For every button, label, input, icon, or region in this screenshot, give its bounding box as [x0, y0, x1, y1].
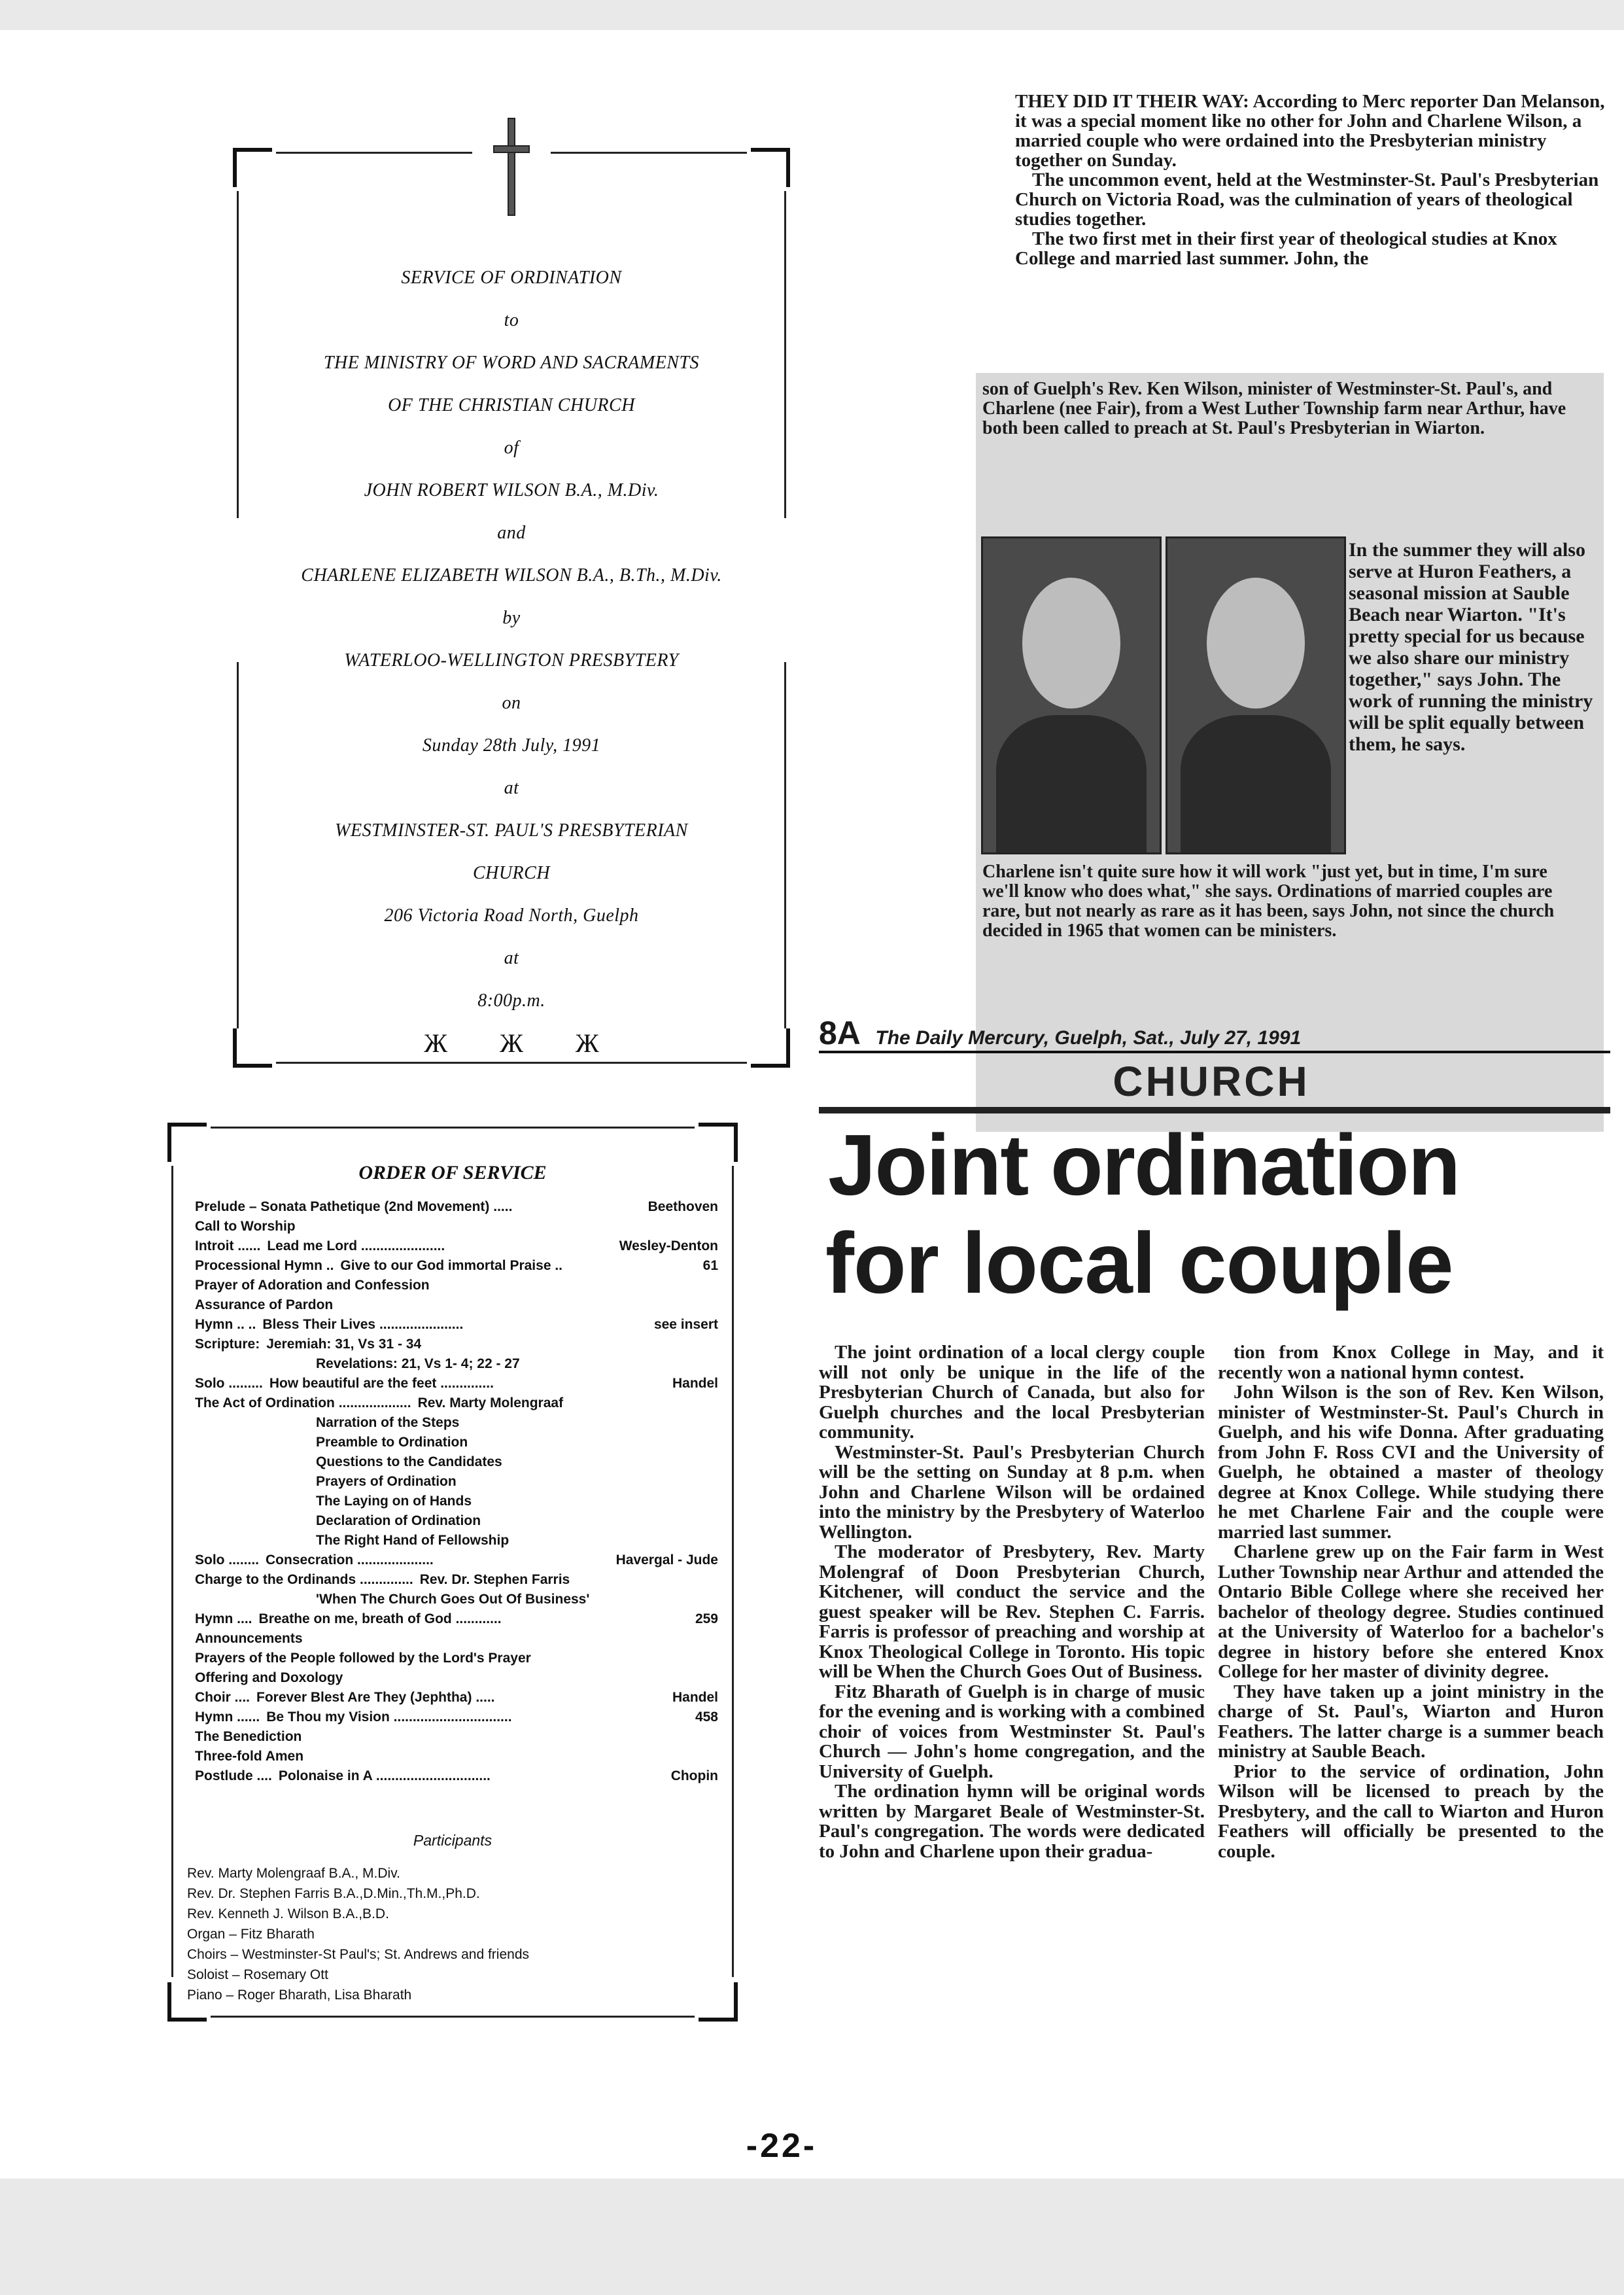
- service-item-text: How beautiful are the feet ..............: [269, 1376, 494, 1391]
- service-item-attribution: [713, 1393, 718, 1413]
- article-paragraph: Prior to the service of ordination, John Wilson will be licensed to preach by the Presbytery, and the call to Wiarton and Huron Feathers will officially be presented to the couple.: [1218, 1761, 1604, 1862]
- corner-ornament: [699, 1123, 738, 1162]
- service-item: [195, 1570, 718, 1590]
- order-title: ORDER OF SERVICE: [358, 1162, 547, 1183]
- service-item: [195, 1747, 718, 1766]
- service-item-text: [343, 1668, 713, 1688]
- participant: Rev. Dr. Stephen Farris B.A.,D.Min.,Th.M.,Ph.D.: [187, 1886, 480, 1901]
- service-item-label: Call to Worship: [195, 1219, 296, 1234]
- service-item-text: The Right Hand of Fellowship: [316, 1533, 510, 1548]
- card-line: OF THE CHRISTIAN CHURCH: [388, 395, 635, 415]
- service-item: [195, 1727, 718, 1747]
- service-item-label: Hymn .. ..: [195, 1317, 256, 1332]
- service-item-text: Polonaise in A ..............................: [278, 1768, 491, 1783]
- card-line: of: [504, 438, 519, 458]
- service-item: [195, 1688, 718, 1708]
- article-column: [819, 1342, 1205, 1861]
- photo-john: [1166, 536, 1346, 854]
- article-paragraph: Charlene grew up on the Fair farm in West Luther Township near Arthur and attended the Ontario Bible College where she received her bachelor of theology degree. Studies continued at the University of Waterloo for a bachelor's degree in history before she entered Knox College for her master of divinity degree.: [1218, 1541, 1604, 1682]
- card-line: 206 Victoria Road North, Guelph: [384, 905, 639, 926]
- service-item-text: 'When The Church Goes Out Of Business': [316, 1592, 590, 1607]
- scan-top-band: [0, 0, 1624, 30]
- caption-clipping: [1015, 92, 1610, 268]
- service-item-attribution: [713, 1511, 718, 1531]
- participant: Piano – Roger Bharath, Lisa Bharath: [187, 1988, 412, 2003]
- card-line: Sunday 28th July, 1991: [422, 735, 601, 756]
- service-item-label: Introit ......: [195, 1238, 261, 1253]
- card-line: WATERLOO-WELLINGTON PRESBYTERY: [344, 650, 679, 671]
- service-item: [195, 1335, 718, 1354]
- service-item: [195, 1531, 718, 1550]
- service-item-attribution: [713, 1727, 718, 1747]
- service-item-text: Rev. Marty Molengraaf: [417, 1395, 564, 1410]
- service-item-attribution: [713, 1354, 718, 1374]
- service-item: [195, 1766, 718, 1786]
- service-item-text: Preamble to Ordination: [316, 1435, 468, 1450]
- service-item-attribution: [713, 1452, 718, 1472]
- service-item-text: [296, 1217, 713, 1236]
- service-item-attribution: [713, 1747, 718, 1766]
- service-item-text: [302, 1727, 713, 1747]
- caption-paragraph: The two first met in their first year of theological studies at Knox College and married last summer. John, the: [1015, 228, 1557, 269]
- article-paragraph: The moderator of Presbytery, Rev. Marty Molengraf of Doon Presbyterian Church, Kitchener, will conduct the service and the guest speaker will be Rev. Stephen C. Farris. Farris is professor of preaching and worship at Knox Theological College in Toronto. His topic will be When the Church Goes Out of Business.: [819, 1541, 1205, 1682]
- service-item-attribution: [713, 1276, 718, 1295]
- service-item-attribution: [713, 1649, 718, 1668]
- service-item-label: Three-fold Amen: [195, 1749, 304, 1764]
- service-item-text: Lead me Lord ......................: [267, 1238, 445, 1253]
- service-item-attribution: [713, 1472, 718, 1492]
- article-paragraph: John Wilson is the son of Rev. Ken Wilson, minister of Westminster-St. Paul's Church in Guelph, and his wife Donna. After graduating from John F. Ross CVI and the University of Guelph, he obtained a master of theology degree at Knox College. While studying there he met Charlene Fair and the couple were married last summer.: [1218, 1382, 1604, 1543]
- border-rule: [551, 152, 747, 154]
- service-item-text: [333, 1295, 713, 1315]
- service-item-attribution: Handel: [672, 1376, 718, 1391]
- scan-bottom-band: [0, 2179, 1624, 2295]
- service-item-text: Be Thou my Vision ...............................: [266, 1709, 512, 1725]
- service-item: [195, 1217, 718, 1236]
- service-item-label: The Benediction: [195, 1729, 302, 1744]
- service-item-attribution: 61: [702, 1258, 718, 1273]
- card-line: by: [502, 608, 521, 628]
- service-item: [195, 1315, 718, 1335]
- service-item-text: Rev. Dr. Stephen Farris: [419, 1572, 570, 1587]
- service-item-attribution: [713, 1217, 718, 1236]
- participant: Rev. Marty Molengraaf B.A., M.Div.: [187, 1866, 400, 1881]
- service-item: [195, 1609, 718, 1629]
- service-item-text: Consecration ....................: [266, 1552, 434, 1568]
- folio-dateline: The Daily Mercury, Guelph, Sat., July 27, 1991: [875, 1027, 1302, 1049]
- fleuron-ornament: ЖЖЖ: [424, 1028, 651, 1058]
- service-item-attribution: Chopin: [670, 1768, 718, 1783]
- service-item: [195, 1197, 718, 1217]
- service-item-label: Postlude ....: [195, 1768, 272, 1783]
- card-line: CHARLENE ELIZABETH WILSON B.A., B.Th., M.Div.: [301, 565, 722, 586]
- service-item-text: Forever Blest Are They (Jephtha) .....: [256, 1690, 495, 1705]
- border-rule: [211, 1127, 695, 1129]
- service-item-label: The Act of Ordination ...................: [195, 1395, 411, 1410]
- service-item-label: Prayers of the People followed by the Lord's Prayer: [195, 1651, 531, 1666]
- service-item-text: [303, 1747, 713, 1766]
- card-line: and: [497, 523, 526, 543]
- border-rule: [171, 1166, 173, 1977]
- service-item: [195, 1452, 718, 1472]
- service-item-attribution: 259: [695, 1611, 718, 1626]
- service-item-attribution: [713, 1492, 718, 1511]
- clipping-text: Charlene isn't quite sure how it will work "just yet, but in time, I'm sure we'll know who does what," she says. Ordinations of married couples are rare, but not nearly as rare as it has been, says John, not since the church decided in 1965 that women can be ministers.: [982, 862, 1555, 941]
- service-item-text: Revelations: 21, Vs 1- 4; 22 - 27: [316, 1356, 520, 1371]
- article-paragraph: Westminster-St. Paul's Presbyterian Church will be the setting on Sunday at 8 p.m. when John and Charlene Wilson will be ordained into the ministry by the Presbytery of Waterloo Wellington.: [819, 1441, 1205, 1543]
- service-item-attribution: [713, 1335, 718, 1354]
- service-item-attribution: [713, 1413, 718, 1433]
- corner-ornament: [233, 148, 272, 187]
- service-item-label: Assurance of Pardon: [195, 1297, 334, 1312]
- card-text: [237, 256, 786, 1064]
- newspaper-clipping: [819, 92, 1614, 2107]
- service-item-label: Charge to the Ordinands ..............: [195, 1572, 413, 1587]
- participant: Organ – Fitz Bharath: [187, 1927, 315, 1942]
- ordination-card: [237, 152, 786, 1064]
- service-item: [195, 1492, 718, 1511]
- card-line: WESTMINSTER-ST. PAUL'S PRESBYTERIAN: [335, 820, 688, 841]
- service-item-label: Solo ........: [195, 1552, 260, 1568]
- card-line: at: [504, 778, 519, 798]
- service-items: [195, 1197, 718, 1786]
- service-item: [195, 1256, 718, 1276]
- cross-icon: [493, 118, 530, 216]
- participant: Rev. Kenneth J. Wilson B.A.,B.D.: [187, 1906, 389, 1921]
- service-item-attribution: [713, 1629, 718, 1649]
- service-item-attribution: [713, 1590, 718, 1609]
- service-item-label: Offering and Doxology: [195, 1670, 343, 1685]
- service-item: [195, 1590, 718, 1609]
- section-header: CHURCH: [1113, 1058, 1310, 1105]
- article-paragraph: The ordination hymn will be original words written by Margaret Beale of Westminster-St. Paul's congregation. The words were dedicated to John and Charlene upon their gradua-: [819, 1781, 1205, 1862]
- service-item-attribution: [713, 1295, 718, 1315]
- service-item-label: Prayer of Adoration and Confession: [195, 1278, 430, 1293]
- caption-paragraph: The uncommon event, held at the Westminster-St. Paul's Presbyterian Church on Victoria Road, was the culmination of years of theological studies together.: [1015, 169, 1599, 230]
- service-item-label: Hymn ....: [195, 1611, 252, 1626]
- card-line: to: [504, 310, 519, 330]
- card-line: 8:00p.m.: [477, 990, 545, 1011]
- service-item: [195, 1276, 718, 1295]
- article-paragraph: tion from Knox College in May, and it recently won a national hymn contest.: [1218, 1342, 1604, 1383]
- service-item: [195, 1433, 718, 1452]
- card-line: on: [502, 693, 521, 713]
- folio-page: 8A: [819, 1015, 861, 1051]
- card-line: SERVICE OF ORDINATION: [401, 268, 622, 288]
- headline: [819, 1116, 1614, 1312]
- headline-line: Joint ordination: [828, 1117, 1460, 1213]
- service-item: [195, 1472, 718, 1492]
- service-item: [195, 1668, 718, 1688]
- service-item: [195, 1629, 718, 1649]
- service-item-text: [512, 1197, 642, 1217]
- service-item-attribution: [713, 1433, 718, 1452]
- service-item-attribution: see insert: [653, 1317, 718, 1332]
- service-item-label: Announcements: [195, 1631, 303, 1646]
- service-item-label: Prelude – Sonata Pathetique (2nd Movement) .....: [195, 1199, 513, 1214]
- service-item-label: Scripture:: [195, 1337, 260, 1352]
- border-rule: [276, 152, 472, 154]
- participants-list: [187, 1863, 723, 2005]
- service-item-attribution: Handel: [672, 1690, 718, 1705]
- article-paragraph: The joint ordination of a local clergy couple will not only be unique in the life of the Presbyterian Church of Canada, but also for Guelph churches and the local Presbyterian community.: [819, 1342, 1205, 1443]
- participant: Soloist – Rosemary Ott: [187, 1967, 328, 1982]
- service-item-text: [430, 1276, 713, 1295]
- service-item: [195, 1708, 718, 1727]
- service-item: [195, 1354, 718, 1374]
- photo-charlene: [981, 536, 1162, 854]
- service-item-attribution: Wesley-Denton: [619, 1238, 718, 1253]
- service-item-label: Solo .........: [195, 1376, 263, 1391]
- service-item-text: Bless Their Lives ......................: [262, 1317, 464, 1332]
- service-item-attribution: [713, 1531, 718, 1550]
- service-item-text: Breathe on me, breath of God ............: [258, 1611, 502, 1626]
- service-item-text: Jeremiah: 31, Vs 31 - 34: [266, 1337, 422, 1352]
- service-item: [195, 1393, 718, 1413]
- corner-ornament: [167, 1123, 207, 1162]
- participants-title: Participants: [413, 1832, 492, 1849]
- service-item-text: Prayers of Ordination: [316, 1474, 457, 1489]
- page-number: -22-: [746, 2127, 818, 2165]
- service-item-attribution: [713, 1570, 718, 1590]
- service-item-text: The Laying on of Hands: [316, 1494, 472, 1509]
- card-line: JOHN ROBERT WILSON B.A., M.Div.: [364, 480, 659, 500]
- service-item-text: Give to our God immortal Praise ..: [340, 1258, 563, 1273]
- border-rule: [211, 2016, 695, 2018]
- clipping-text: son of Guelph's Rev. Ken Wilson, minister of Westminster-St. Paul's, and Charlene (nee Fair), from a West Luther Township farm near Arthur, have both been called to preach at St. Paul's Presbyterian in Wiarton.: [982, 379, 1566, 438]
- service-item: [195, 1236, 718, 1256]
- caption-paragraph: THEY DID IT THEIR WAY: According to Merc reporter Dan Melanson, it was a special moment like no other for John and Charlene Wilson, a married couple who were ordained into the Presbyterian ministry together on Sunday.: [1015, 91, 1605, 171]
- service-item-label: Hymn ......: [195, 1709, 260, 1725]
- newspaper-folio: [819, 1014, 1610, 1053]
- article-paragraph: They have taken up a joint ministry in the charge of St. Paul's, Wiarton and Huron Feathers. The latter charge is a summer beach ministry at Sauble Beach.: [1218, 1681, 1604, 1762]
- service-item: [195, 1649, 718, 1668]
- corner-ornament: [751, 148, 790, 187]
- service-item-attribution: 458: [695, 1709, 718, 1725]
- service-item: [195, 1550, 718, 1570]
- card-line: THE MINISTRY OF WORD AND SACRAMENTS: [323, 353, 700, 373]
- border-rule: [732, 1166, 734, 1977]
- service-item-text: [531, 1649, 713, 1668]
- service-item: [195, 1413, 718, 1433]
- clipping-text: In the summer they will also serve at Huron Feathers, a seasonal mission at Sauble Beach near Wiarton. "It's pretty special for us because we also share our ministry together," says John. The work of running the ministry will be split equally between them, he says.: [1349, 539, 1593, 755]
- article-paragraph: Fitz Bharath of Guelph is in charge of music for the evening and is working with a combined choir of voices from Westminster St. Paul's Church — John's home congregation, and the University of Guelph.: [819, 1681, 1205, 1782]
- service-item-attribution: Beethoven: [648, 1199, 718, 1214]
- service-item-attribution: Havergal - Jude: [615, 1552, 718, 1568]
- service-item: [195, 1295, 718, 1315]
- service-item-label: Processional Hymn ..: [195, 1258, 334, 1273]
- service-item-label: Choir ....: [195, 1690, 250, 1705]
- section-rule: [819, 1107, 1610, 1113]
- service-item-attribution: [713, 1668, 718, 1688]
- participant: Choirs – Westminster-St Paul's; St. Andrews and friends: [187, 1947, 530, 1962]
- service-item-text: Narration of the Steps: [316, 1415, 460, 1430]
- headline-line: for local couple: [825, 1215, 1453, 1311]
- card-line: CHURCH: [472, 863, 551, 883]
- service-item: [195, 1511, 718, 1531]
- card-line: at: [504, 948, 519, 968]
- service-item: [195, 1374, 718, 1393]
- service-item-text: [303, 1629, 713, 1649]
- service-item-text: Declaration of Ordination: [316, 1513, 481, 1528]
- service-item-text: Questions to the Candidates: [316, 1454, 502, 1469]
- order-of-service-card: [171, 1127, 734, 2018]
- article-column: [1218, 1342, 1604, 1861]
